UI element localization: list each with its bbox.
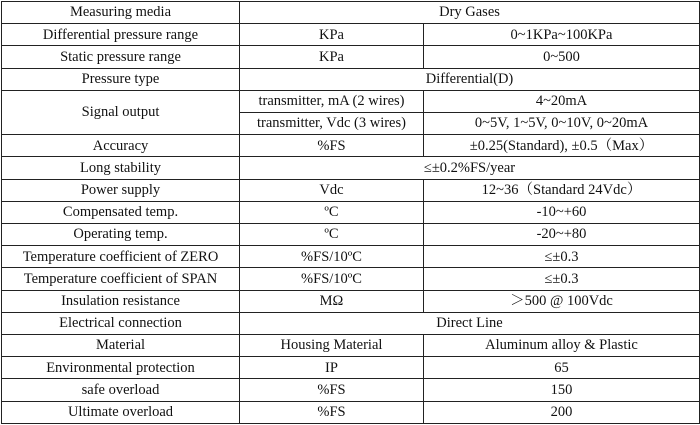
value-pressure-type: Differential(D): [240, 68, 700, 90]
unit-temp-coeff-zero: %FS/10ºC: [240, 246, 424, 268]
label-accuracy: Accuracy: [2, 135, 240, 157]
specification-table: [1, 1, 700, 424]
unit-operating-temp: ºC: [240, 224, 424, 246]
label-material: Material: [2, 335, 240, 357]
value-safe-overload: 150: [424, 379, 700, 401]
row-ultimate-overload: [2, 401, 700, 423]
value-measuring-media: Dry Gases: [240, 2, 700, 24]
label-long-stability: Long stability: [2, 157, 240, 179]
unit-static-pressure-range: KPa: [240, 46, 424, 68]
unit-accuracy: %FS: [240, 135, 424, 157]
unit-safe-overload: %FS: [240, 379, 424, 401]
unit-environmental-protection: IP: [240, 357, 424, 379]
value-compensated-temp: -10~+60: [424, 201, 700, 223]
label-differential-pressure-range: Differential pressure range: [2, 24, 240, 46]
value-operating-temp: -20~+80: [424, 224, 700, 246]
value-electrical-connection: Direct Line: [240, 312, 700, 334]
row-safe-overload: [2, 379, 700, 401]
value-environmental-protection: 65: [424, 357, 700, 379]
value-material: Aluminum alloy & Plastic: [424, 335, 700, 357]
signal-value-vdc: 0~5V, 1~5V, 0~10V, 0~20mA: [424, 113, 700, 135]
row-power-supply: [2, 179, 700, 201]
unit-ultimate-overload: %FS: [240, 401, 424, 423]
value-static-pressure-range: 0~500: [424, 46, 700, 68]
row-temp-coeff-zero: [2, 246, 700, 268]
value-accuracy: ±0.25(Standard), ±0.5（Max）: [424, 135, 700, 157]
label-environmental-protection: Environmental protection: [2, 357, 240, 379]
unit-material: Housing Material: [240, 335, 424, 357]
value-long-stability: ≤±0.2%FS/year: [240, 157, 700, 179]
row-compensated-temp: [2, 201, 700, 223]
value-power-supply: 12~36（Standard 24Vdc）: [424, 179, 700, 201]
row-long-stability: [2, 157, 700, 179]
label-power-supply: Power supply: [2, 179, 240, 201]
row-signal-output-ma: [2, 90, 700, 112]
value-differential-pressure-range: 0~1KPa~100KPa: [424, 24, 700, 46]
label-electrical-connection: Electrical connection: [2, 312, 240, 334]
label-pressure-type: Pressure type: [2, 68, 240, 90]
unit-differential-pressure-range: KPa: [240, 24, 424, 46]
row-electrical-connection: [2, 312, 700, 334]
row-accuracy: [2, 135, 700, 157]
label-ultimate-overload: Ultimate overload: [2, 401, 240, 423]
unit-power-supply: Vdc: [240, 179, 424, 201]
label-compensated-temp: Compensated temp.: [2, 201, 240, 223]
label-signal-output: Signal output: [2, 90, 240, 134]
unit-insulation-resistance: MΩ: [240, 290, 424, 312]
signal-type-ma: transmitter, mA (2 wires): [240, 90, 424, 112]
label-measuring-media: Measuring media: [2, 2, 240, 24]
value-temp-coeff-zero: ≤±0.3: [424, 246, 700, 268]
label-safe-overload: safe overload: [2, 379, 240, 401]
unit-temp-coeff-span: %FS/10ºC: [240, 268, 424, 290]
row-operating-temp: [2, 224, 700, 246]
row-temp-coeff-span: [2, 268, 700, 290]
signal-value-ma: 4~20mA: [424, 90, 700, 112]
label-insulation-resistance: Insulation resistance: [2, 290, 240, 312]
label-operating-temp: Operating temp.: [2, 224, 240, 246]
row-measuring-media: [2, 2, 700, 24]
row-insulation-resistance: [2, 290, 700, 312]
unit-compensated-temp: ºC: [240, 201, 424, 223]
value-ultimate-overload: 200: [424, 401, 700, 423]
label-temp-coeff-zero: Temperature coefficient of ZERO: [2, 246, 240, 268]
signal-type-vdc: transmitter, Vdc (3 wires): [240, 113, 424, 135]
row-differential-pressure-range: [2, 24, 700, 46]
row-environmental-protection: [2, 357, 700, 379]
row-material: [2, 335, 700, 357]
label-temp-coeff-span: Temperature coefficient of SPAN: [2, 268, 240, 290]
row-pressure-type: [2, 68, 700, 90]
label-static-pressure-range: Static pressure range: [2, 46, 240, 68]
value-insulation-resistance: ＞500 @ 100Vdc: [424, 290, 700, 312]
value-temp-coeff-span: ≤±0.3: [424, 268, 700, 290]
row-static-pressure-range: [2, 46, 700, 68]
